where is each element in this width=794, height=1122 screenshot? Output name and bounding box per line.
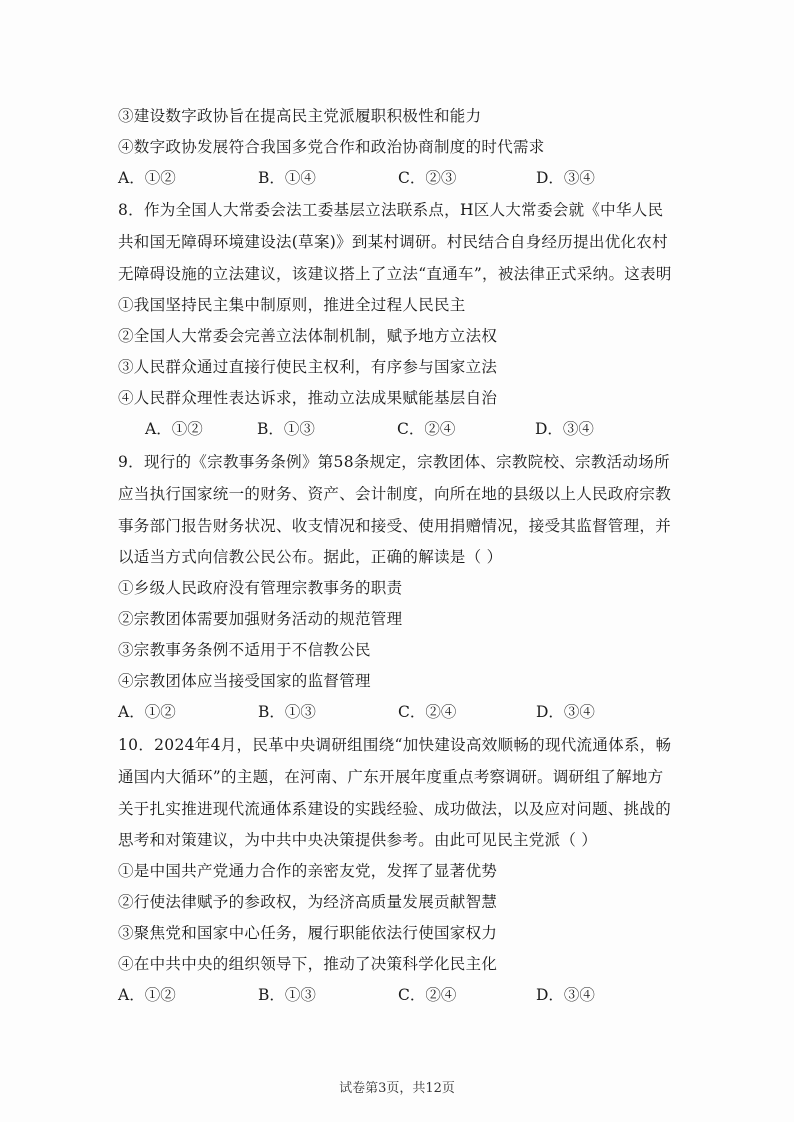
q10-option-b: B．①③: [258, 986, 316, 1004]
q8-option-c: C．②④: [397, 420, 456, 438]
q10-option-d: D．③④: [536, 986, 595, 1004]
q8-stem-line-1: 8．作为全国人大常委会法工委基层立法联系点，H区人大常委会就《中华人民: [118, 201, 664, 219]
q10-item-4: ④在中共中央的组织领导下，推动了决策科学化民主化: [118, 955, 498, 973]
q7-option-d: D．③④: [536, 169, 595, 187]
q8-option-a: A．①②: [145, 420, 203, 438]
q7-options: [118, 168, 718, 188]
q9-stem-line-1: 9．现行的《宗教事务条例》第58条规定，宗教团体、宗教院校、宗教活动场所: [118, 453, 670, 471]
q9-options: [118, 702, 718, 722]
q8-item-2: ②全国人大常委会完善立法体制机制，赋予地方立法权: [118, 327, 498, 345]
q9-item-2: ②宗教团体需要加强财务活动的规范管理: [118, 610, 403, 628]
q8-options: [145, 419, 745, 439]
q10-option-c: C．②④: [398, 986, 457, 1004]
q10-item-3: ③聚焦党和国家中心任务，履行职能依法行使国家权力: [118, 924, 498, 942]
q9-item-4: ④宗教团体应当接受国家的监督管理: [118, 672, 371, 690]
q9-option-d: D．③④: [536, 703, 595, 721]
q9-option-a: A．①②: [118, 703, 176, 721]
q8-stem-line-3: 无障碍设施的立法建议，该建议搭上了立法“直通车”，被法律正式采纳。这表明: [118, 265, 672, 283]
q10-stem-line-1: 10．2024年4月，民革中央调研组围绕“加快建设高效顺畅的现代流通体系，畅: [118, 736, 672, 754]
q9-stem-line-3: 事务部门报告财务状况、收支情况和接受、使用捐赠情况，接受其监督管理，并: [118, 517, 672, 535]
q10-stem-line-4: 思考和对策建议，为中共中央决策提供参考。由此可见民主党派（ ）: [118, 831, 598, 849]
q10-item-2: ②行使法律赋予的参政权，为经济高质量发展贡献智慧: [118, 893, 498, 911]
page-number-footer: 试卷第3页，共12页: [339, 1081, 455, 1096]
q10-options: [118, 985, 718, 1005]
q9-option-c: C．②④: [398, 703, 457, 721]
q9-option-b: B．①③: [258, 703, 316, 721]
q7-item-3: ③建设数字政协旨在提高民主党派履职积极性和能力: [118, 107, 482, 125]
q10-item-1: ①是中国共产党通力合作的亲密友党，发挥了显著优势: [118, 862, 498, 880]
q7-option-b: B．①④: [258, 169, 316, 187]
q10-option-a: A．①②: [118, 986, 176, 1004]
q8-item-3: ③人民群众通过直接行使民主权利，有序参与国家立法: [118, 358, 498, 376]
q8-item-1: ①我国坚持民主集中制原则，推进全过程人民民主: [118, 296, 466, 314]
q7-item-4: ④数字政协发展符合我国多党合作和政治协商制度的时代需求: [118, 138, 545, 156]
q10-stem-line-2: 通国内大循环”的主题，在河南、广东开展年度重点考察调研。调研组了解地方: [118, 768, 664, 786]
q8-item-4: ④人民群众理性表达诉求，推动立法成果赋能基层自治: [118, 389, 498, 407]
q8-stem-line-2: 共和国无障碍环境建设法(草案)》到某村调研。村民结合自身经历提出优化农村: [118, 233, 668, 251]
q10-stem-line-3: 关于扎实推进现代流通体系建设的实践经验、成功做法，以及应对问题、挑战的: [118, 800, 672, 818]
q8-option-b: B．①③: [257, 420, 315, 438]
q8-option-d: D．③④: [535, 420, 594, 438]
q7-option-a: A．①②: [118, 169, 176, 187]
q9-stem-line-4: 以适当方式向信教公民公布。据此，正确的解读是（ ）: [118, 548, 503, 566]
q9-item-1: ①乡级人民政府没有管理宗教事务的职责: [118, 579, 403, 597]
q7-option-c: C．②③: [398, 169, 457, 187]
q9-stem-line-2: 应当执行国家统一的财务、资产、会计制度，向所在地的县级以上人民政府宗教: [118, 485, 672, 503]
q9-item-3: ③宗教事务条例不适用于不信教公民: [118, 641, 371, 659]
